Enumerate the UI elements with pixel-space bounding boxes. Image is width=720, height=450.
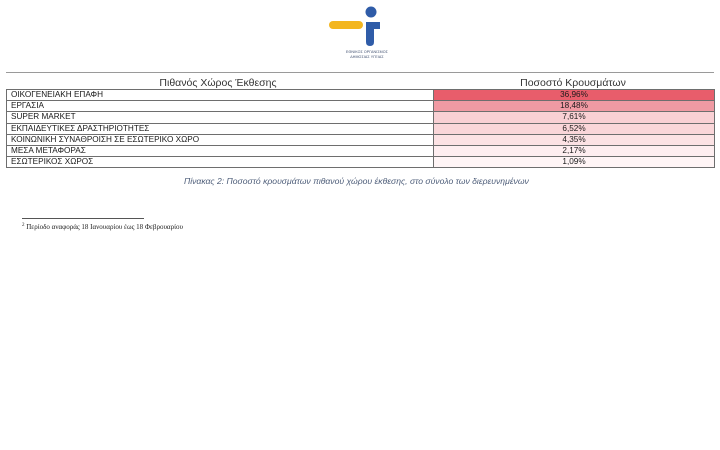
table-row — [7, 90, 715, 101]
footnote-text: Περίοδο αναφοράς 18 Ιανουαρίου έως 18 Φεβρουαρίου — [26, 223, 183, 231]
percent-cell: 6,52% — [434, 123, 715, 134]
header-divider — [6, 72, 714, 73]
logo-blue-dot — [366, 7, 377, 18]
logo-org-name — [312, 50, 422, 59]
table-row — [7, 134, 715, 145]
footnote-divider — [22, 218, 144, 219]
logo-org-line1: ΕΘΝΙΚΟΣ ΟΡΓΑΝΙΣΜΟΣ — [346, 50, 388, 54]
percent-cell: 7,61% — [434, 112, 715, 123]
exposure-table — [6, 89, 715, 168]
place-cell: ΕΣΩΤΕΡΙΚΟΣ ΧΩΡΟΣ — [7, 157, 434, 168]
percent-cell: 36,96% — [434, 90, 715, 101]
place-cell: ΟΙΚΟΓΕΝΕΙΑΚΗ ΕΠΑΦΗ — [7, 90, 434, 101]
logo-blue-shape — [366, 22, 380, 46]
footnote-marker: 2 — [22, 223, 25, 228]
table-caption: Πίνακας 2: Ποσοστό κρουσμάτων πιθανού χώρου έκθεσης, στο σύνολο των διερευνημένων — [184, 176, 529, 186]
footnote — [22, 223, 183, 231]
column-header-place: Πιθανός Χώρος Έκθεσης — [159, 77, 277, 89]
place-cell: ΚΟΙΝΩΝΙΚΗ ΣΥΝΑΘΡΟΙΣΗ ΣΕ ΕΣΩΤΕΡΙΚΟ ΧΩΡΟ — [7, 134, 434, 145]
logo-org-line2: ΔΗΜΟΣΙΑΣ ΥΓΕΙΑΣ — [350, 54, 384, 59]
table-row — [7, 101, 715, 112]
place-cell: SUPER MARKET — [7, 112, 434, 123]
eody-logo-icon — [319, 6, 415, 50]
place-cell: ΕΡΓΑΣΙΑ — [7, 101, 434, 112]
logo-yellow-bar — [329, 21, 363, 29]
table-row — [7, 123, 715, 134]
percent-cell: 2,17% — [434, 146, 715, 157]
percent-cell: 4,35% — [434, 134, 715, 145]
percent-cell: 1,09% — [434, 157, 715, 168]
table-row — [7, 146, 715, 157]
table-row — [7, 157, 715, 168]
table-row — [7, 112, 715, 123]
eody-logo — [312, 6, 422, 62]
column-header-percent: Ποσοστό Κρουσμάτων — [520, 77, 626, 89]
place-cell: ΜΕΣΑ ΜΕΤΑΦΟΡΑΣ — [7, 146, 434, 157]
percent-cell: 18,48% — [434, 101, 715, 112]
place-cell: ΕΚΠΑΙΔΕΥΤΙΚΕΣ ΔΡΑΣΤΗΡΙΟΤΗΤΕΣ — [7, 123, 434, 134]
